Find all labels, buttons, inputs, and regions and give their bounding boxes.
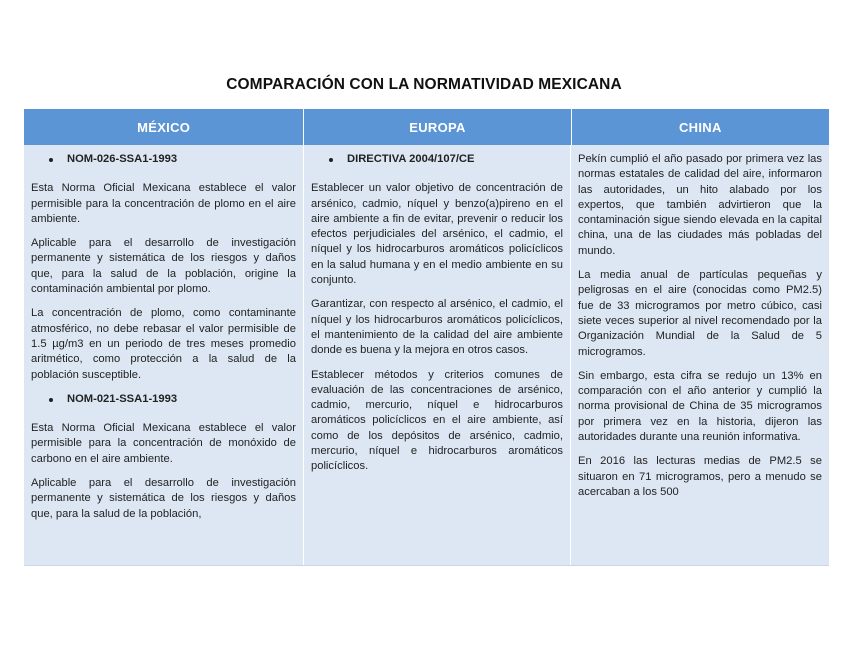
- paragraph: Aplicable para el desarrollo de investigación permanente y sistemática de los riesgos y daños que, para la salud de la población,: [31, 477, 296, 520]
- paragraph: Esta Norma Oficial Mexicana establece el valor permisible para la concentración de monóxido de carbono en el aire ambiente.: [31, 422, 296, 465]
- page-title: COMPARACIÓN CON LA NORMATIVIDAD MEXICANA: [226, 76, 622, 93]
- cell-china: [571, 145, 829, 565]
- header-china: CHINA: [572, 109, 829, 145]
- bullet-item: [31, 392, 296, 407]
- header-mexico: MÉXICO: [24, 109, 304, 145]
- cell-mexico: [24, 145, 304, 565]
- paragraph: Pekín cumplió el año pasado por primera vez las normas estatales de calidad del aire, informaron las autoridades, un hito alabado por los expertos, que también advirtieron que la contaminación sigue siendo elevada en la capital china, una de las ciudades más pobladas del mundo.: [578, 153, 822, 257]
- paragraph: Aplicable para el desarrollo de investigación permanente y sistemática de los riesgos y daños que, para la salud de la población, origine la contaminación ambiental por plomo.: [31, 237, 296, 296]
- directive-title: DIRECTIVA 2004/107/CE: [347, 153, 475, 165]
- bullet-icon: [329, 158, 333, 162]
- bullet-item: [311, 152, 563, 167]
- paragraph: La concentración de plomo, como contaminante atmosférico, no debe rebasar el valor permisible de 1.5 µg/m3 en un periodo de tres meses promedio aritmético, como protección a la salud de la población susceptible.: [31, 307, 296, 381]
- cell-europa: [304, 145, 571, 565]
- paragraph: Garantizar, con respecto al arsénico, el cadmio, el níquel y los hidrocarburos aromáticos policíclicos, el mantenimiento de la calidad del aire ambiente donde es buena y la mejora en otros casos.: [311, 298, 563, 357]
- norm-title: NOM-021-SSA1-1993: [67, 392, 178, 405]
- paragraph: Establecer métodos y criterios comunes de evaluación de las concentraciones de arsénico, cadmio, mercurio, níquel e hidrocarburos aromáticos policíclicos en el aire ambiente, así como de los depósitos de arsénico, cadmio, mercurio, níquel e hidrocarburos aromáticos policíclicos.: [311, 368, 563, 473]
- paragraph: Sin embargo, esta cifra se redujo un 13% en comparación con el año anterior y cumplió la norma provisional de China de 35 microgramos por primera vez en la historia, dijeron las autoridades durante una reunión informativa.: [578, 369, 822, 444]
- header-europa: EUROPA: [304, 109, 571, 145]
- bullet-icon: [49, 398, 53, 402]
- paragraph: En 2016 las lecturas medias de PM2.5 se situaron en 71 microgramos, pero a menudo se acercaban a los 500: [578, 455, 822, 498]
- paragraph: Establecer un valor objetivo de concentración de arsénico, cadmio, níquel y benzo(a)pireno en el aire ambiente a fin de evitar, prevenir o reducir los efectos perjudiciales del arsénico, el cadmio, el níquel y los hidrocarburos aromáticos policíclicos en la salud humana y en el medio ambiente en su conjunto.: [311, 182, 563, 287]
- bullet-item: [31, 152, 296, 167]
- bullet-icon: [49, 158, 53, 162]
- comparison-table: [24, 109, 829, 566]
- table-body-row: [24, 145, 829, 565]
- table-header-row: [24, 109, 829, 145]
- paragraph: La media anual de partículas pequeñas y peligrosas en el aire (conocidas como PM2.5) fue de 33 microgramos por metro cúbico, casi siete veces superior al nivel recomendado por la Organización Mundial de la Salud de 5 microgramos.: [578, 269, 822, 358]
- norm-title: NOM-026-SSA1-1993: [67, 153, 178, 165]
- paragraph: Esta Norma Oficial Mexicana establece el valor permisible para la concentración de plomo en el aire ambiente.: [31, 182, 296, 225]
